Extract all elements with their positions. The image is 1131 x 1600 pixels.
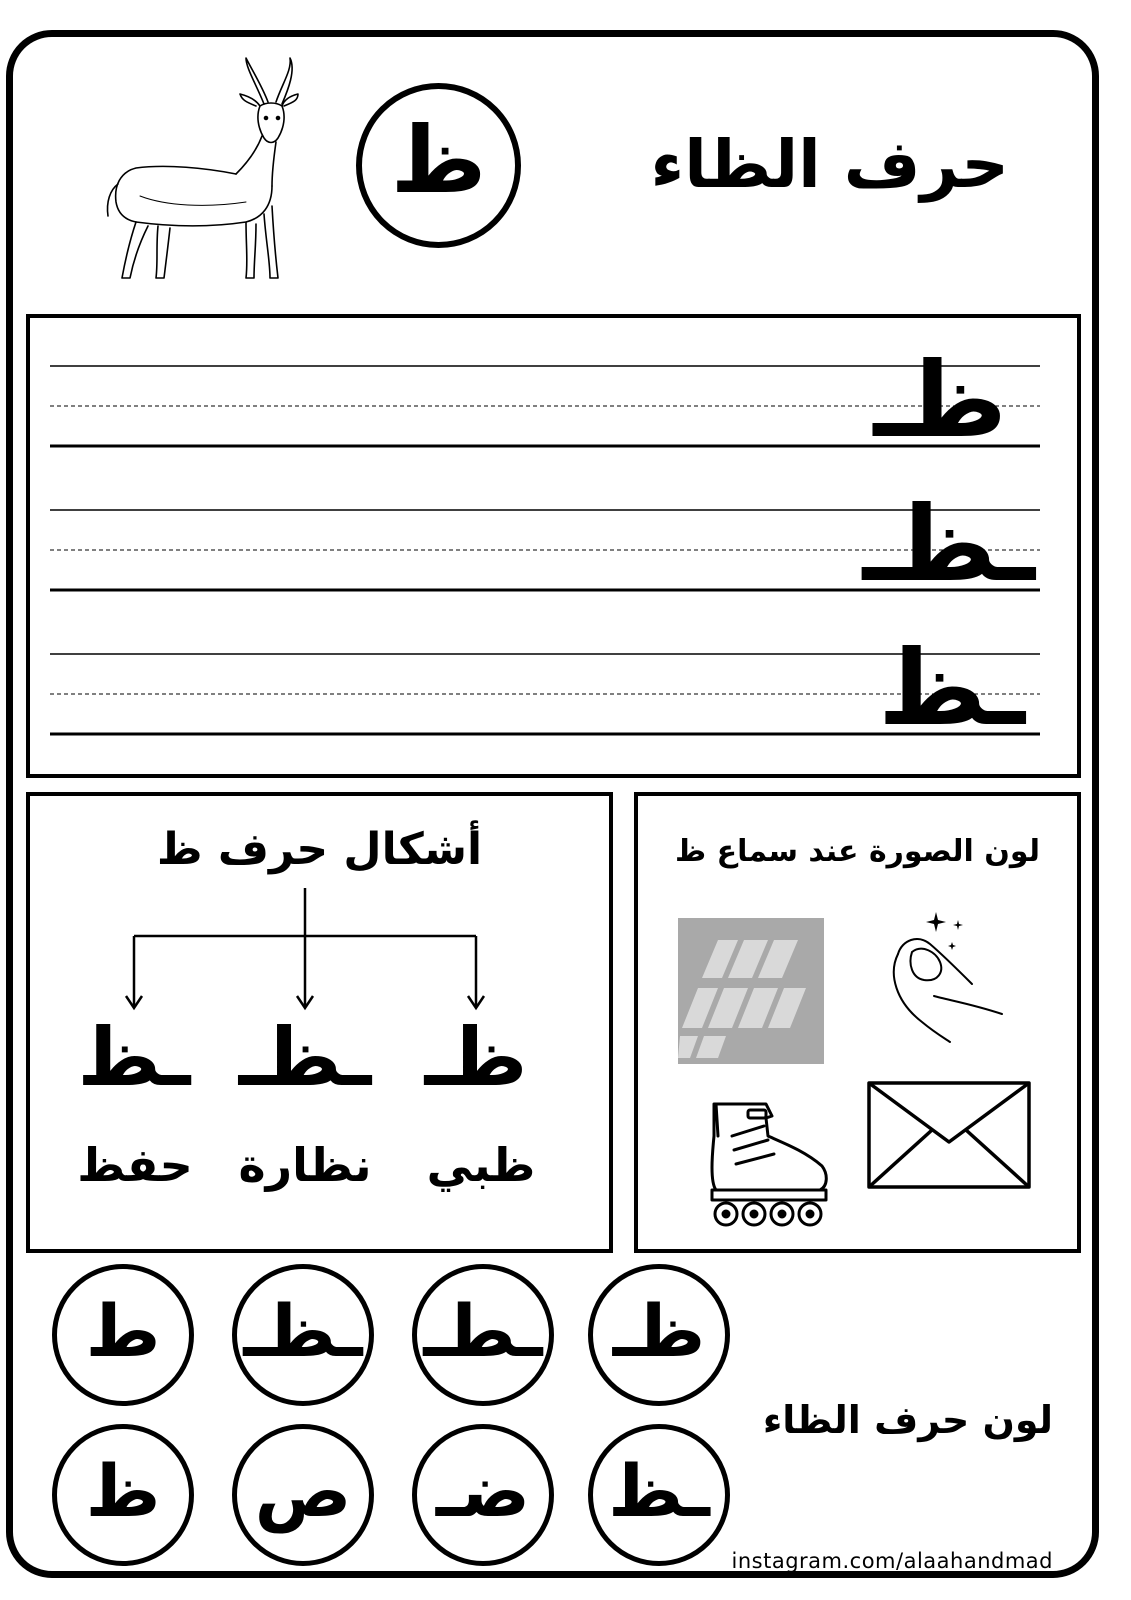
letter-forms-panel <box>26 792 613 1253</box>
trace-letter-initial: ظـ <box>873 339 1007 461</box>
roller-skate-icon[interactable] <box>706 1096 836 1230</box>
form-initial: ظـ <box>424 1011 528 1104</box>
envelope-icon[interactable] <box>866 1080 1032 1190</box>
trace-letter-medial: ـظـ <box>862 483 1035 605</box>
hunt-circle-5[interactable]: ـظ <box>588 1424 730 1566</box>
page-title: حرف الظاء <box>650 126 1009 203</box>
footer-credit: instagram.com/alaahandmad <box>731 1549 1053 1573</box>
fingernail-icon[interactable] <box>878 904 1008 1044</box>
hunt-circle-3[interactable]: ـظـ <box>232 1264 374 1406</box>
coloring-panel <box>634 792 1081 1253</box>
window-shadow-icon[interactable] <box>678 918 824 1064</box>
word-medial: نظارة <box>238 1138 372 1192</box>
hunt-circle-4[interactable]: ط <box>52 1264 194 1406</box>
letter-forms-title: أشكال حرف ظ <box>156 824 483 875</box>
tracing-panel <box>26 314 1081 778</box>
hunt-circle-8[interactable]: ظ <box>52 1424 194 1566</box>
hero-letter-circle: ظ <box>356 83 521 248</box>
hunt-circle-7[interactable]: ص <box>232 1424 374 1566</box>
letter-hunt-label: لون حرف الظاء <box>762 1398 1053 1442</box>
gazelle-icon <box>96 56 306 288</box>
form-medial: ـظـ <box>238 1011 372 1104</box>
form-final: ـظ <box>77 1011 191 1104</box>
coloring-title: لون الصورة عند سماع ظ <box>675 834 1040 869</box>
trace-letter-final: ـظ <box>878 627 1025 749</box>
hunt-circle-1[interactable]: ظـ <box>588 1264 730 1406</box>
hunt-circle-2[interactable]: ـطـ <box>412 1264 554 1406</box>
word-final: حفظ <box>77 1138 193 1192</box>
hunt-circle-6[interactable]: ضـ <box>412 1424 554 1566</box>
word-initial: ظبي <box>426 1138 536 1192</box>
